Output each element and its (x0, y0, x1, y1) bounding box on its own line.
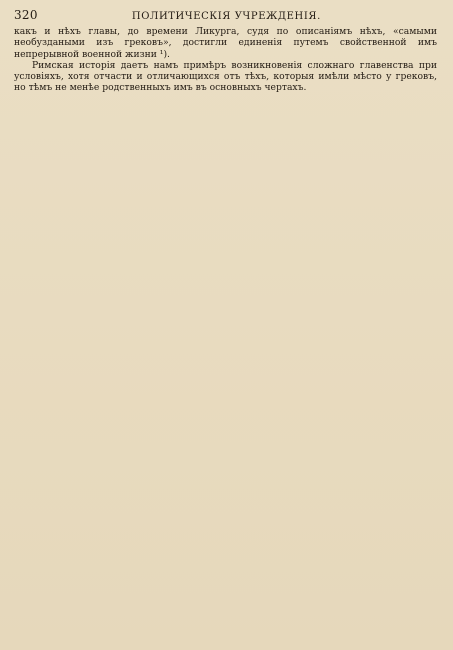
page-number: 320 (14, 8, 38, 22)
running-title: ПОЛИТИЧЕСКІЯ УЧРЕЖДЕНІЯ. (131, 11, 321, 22)
paragraph-1: какъ и нѣхъ главы, до времени Ликурга, судя по описаніямъ нѣхъ, «самыми необуздаными изъ грековъ», достигли единенія путемъ свойственной имъ непрерывной военной жизни ¹). (14, 26, 437, 60)
page-body (14, 26, 437, 94)
paragraph-2: Римская исторія даетъ намъ примѣръ возникновенія сложнаго главенства при условіяхъ, хотя отчасти и отличающихся отъ тѣхъ, которыя имѣли мѣсто у грековъ, но тѣмъ не менѣе родственныхъ имъ въ основныхъ чертахъ. (14, 59, 437, 94)
page-header (14, 8, 437, 26)
